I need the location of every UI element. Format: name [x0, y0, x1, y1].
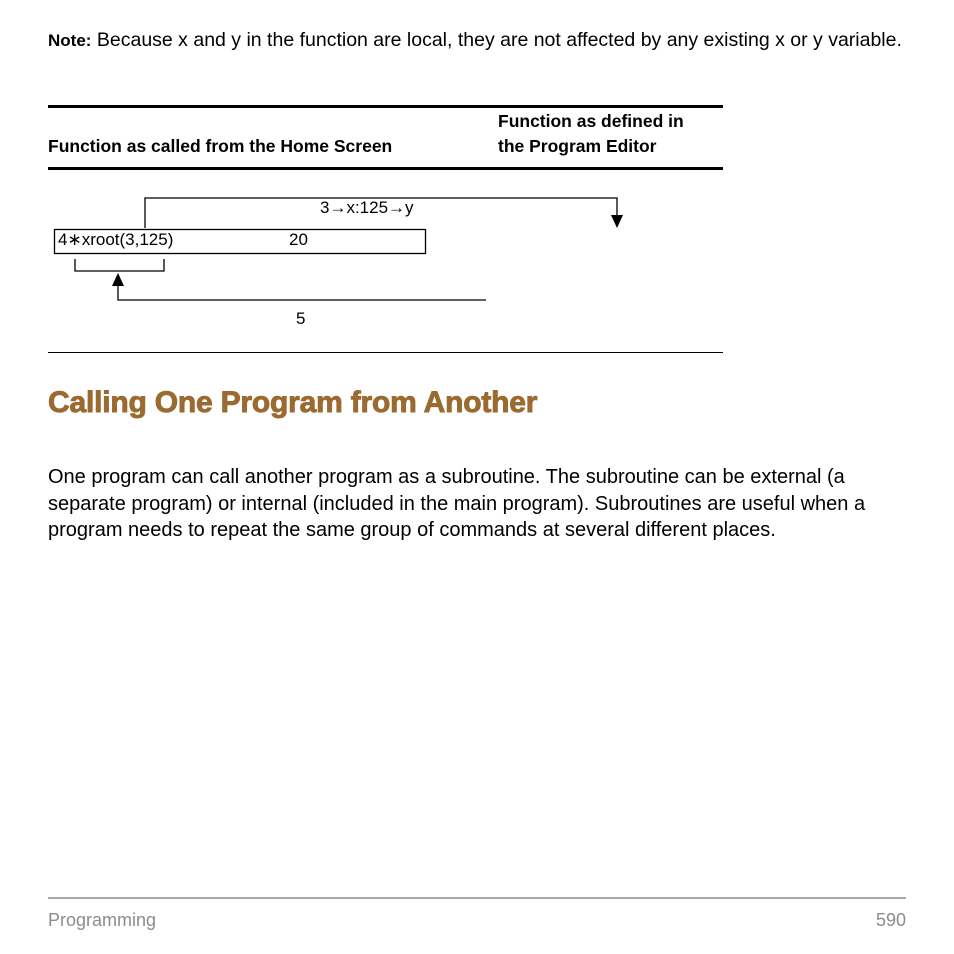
- note-label: Note:: [48, 31, 92, 50]
- returned-value: 5: [296, 309, 306, 328]
- assignment-text: 3→x:125→y: [320, 198, 414, 217]
- column-header-home-screen: Function as called from the Home Screen: [48, 136, 393, 156]
- return-flow-line: [118, 286, 486, 300]
- section-title: Calling One Program from Another: [48, 386, 538, 419]
- section-body: One program can call another program as a subroutine. The subroutine can be external (a separate program) or internal (included in the main program). Subroutines are useful when a program needs to repeat the same group of commands at several different places.: [48, 466, 866, 541]
- page-number: 590: [875, 910, 906, 930]
- note-text: Because x and y in the function are local, they are not affected by any existing x or y variable.: [91, 29, 902, 51]
- call-expression: 4∗xroot(3,125): [58, 230, 174, 249]
- result-value: 20: [289, 230, 308, 249]
- footer-divider: [48, 897, 906, 899]
- call-bracket: [75, 259, 164, 271]
- arrow-down-icon: [611, 215, 623, 228]
- column-header-program-editor-line2: the Program Editor: [498, 136, 657, 156]
- footer-section-name: Programming: [48, 910, 157, 930]
- arrow-up-icon: [112, 273, 124, 286]
- column-header-program-editor-line1: Function as defined in: [498, 111, 684, 131]
